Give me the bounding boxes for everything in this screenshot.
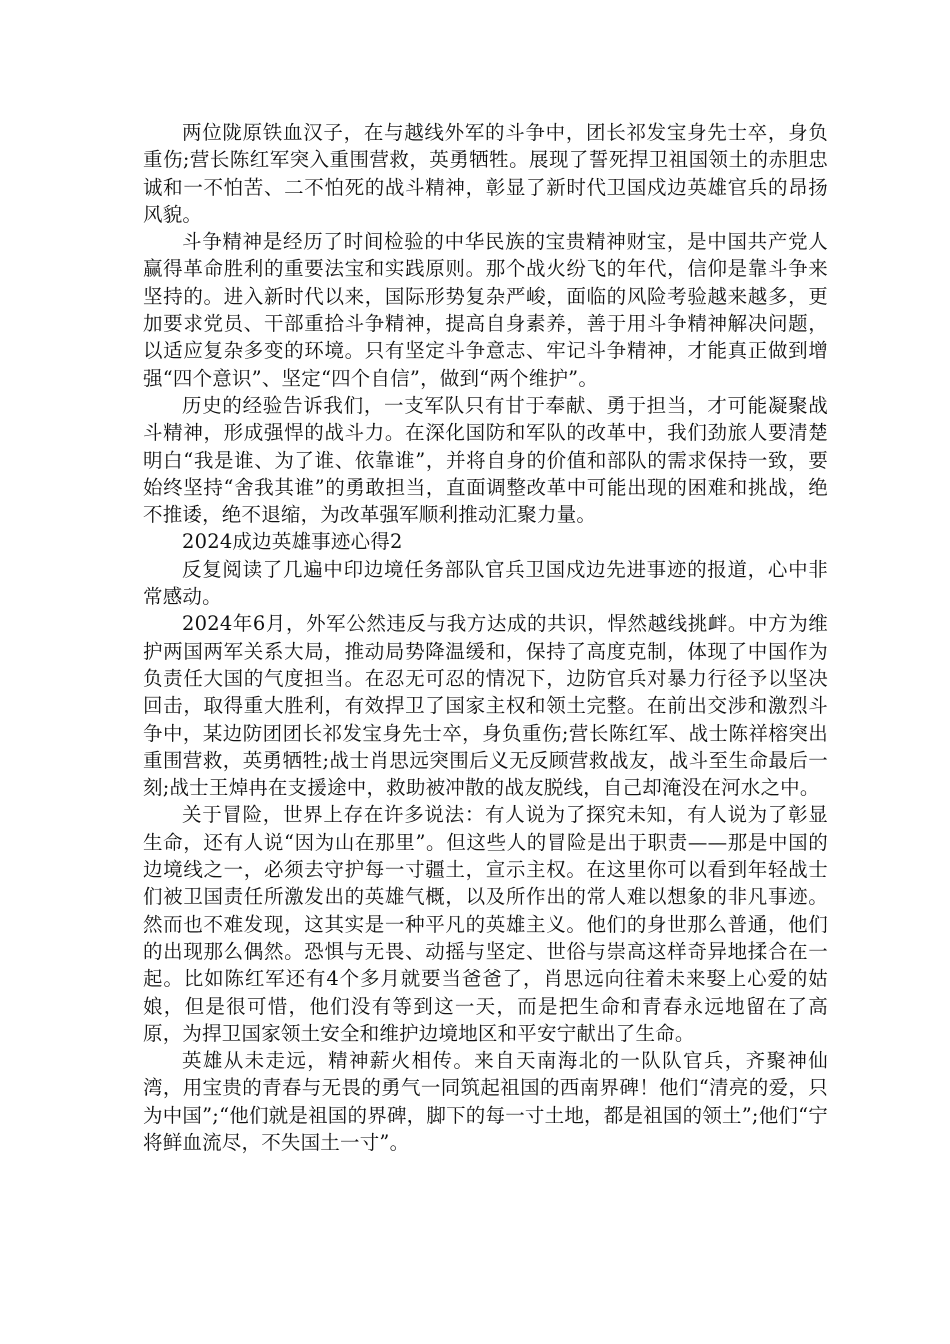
paragraph: 历史的经验告诉我们，一支军队只有甘于奉献、勇于担当，才可能凝聚战斗精神，形成强悍的战斗力。在深化国防和军队的改革中，我们劲旅人要清楚明白“我是谁、为了谁、依靠谁”，并将自身的价值和部队的需求保持一致，要始终坚持“舍我其谁”的勇敢担当，直面调整改革中可能出现的困难和挑战，绝不推诿，绝不退缩，为改革强军顺利推动汇聚力量。: [143, 393, 828, 527]
paragraph: 两位陇原铁血汉子，在与越线外军的斗争中，团长祁发宝身先士卒，身负重伤;营长陈红军突入重围营救，英勇牺牲。展现了誓死捍卫祖国领土的赤胆忠诚和一不怕苦、二不怕死的战斗精神，彰显了新时代卫国戍边英雄官兵的昂扬风貌。: [143, 121, 828, 226]
document-body: [143, 119, 828, 1156]
paragraph: 英雄从未走远，精神薪火相传。来自天南海北的一队队官兵，齐聚神仙湾，用宝贵的青春与无畏的勇气一同筑起祖国的西南界碑！他们“清亮的爱，只为中国”;“他们就是祖国的界碑，脚下的每一寸土地，都是祖国的领土”;他们“宁将鲜血流尽，不失国土一寸”。: [143, 1049, 828, 1154]
section-heading: 2024成边英雄事迹心得2: [182, 530, 403, 554]
paragraph: 斗争精神是经历了时间检验的中华民族的宝贵精神财宝，是中国共产党人赢得革命胜利的重要法宝和实践原则。那个战火纷飞的年代，信仰是靠斗争来坚持的。进入新时代以来，国际形势复杂严峻，面临的风险考验越来越多，更加要求党员、干部重拾斗争精神，提高自身素养，善于用斗争精神解决问题，以适应复杂多变的环境。只有坚定斗争意志、牢记斗争精神，才能真正做到增强“四个意识”、坚定“四个自信”，做到“两个维护”。: [143, 230, 828, 390]
paragraph: 反复阅读了几遍中印边境任务部队官兵卫国戍边先进事迹的报道，心中非常感动。: [143, 557, 828, 609]
paragraph: 关于冒险，世界上存在许多说法：有人说为了探究未知，有人说为了彰显生命，还有人说“因为山在那里”。但这些人的冒险是出于职责——那是中国的边境线之一，必须去守护每一寸疆土，宣示主权。在这里你可以看到年轻战士们被卫国责任所激发出的英雄气概，以及所作出的常人难以想象的非凡事迹。然而也不难发现，这其实是一种平凡的英雄主义。他们的身世那么普通，他们的出现那么偶然。恐惧与无畏、动摇与坚定、世俗与崇高这样奇异地揉合在一起。比如陈红军还有4个多月就要当爸爸了，肖思远向往着未来娶上心爱的姑娘，但是很可惜，他们没有等到这一天，而是把生命和青春永远地留在了高原，为捍卫国家领土安全和维护边境地区和平安宁献出了生命。: [143, 803, 828, 1045]
paragraph: 2024年6月，外军公然违反与我方达成的共识，悍然越线挑衅。中方为维护两国两军关系大局，推动局势降温缓和，保持了高度克制，体现了中国作为负责任大国的气度担当。在忍无可忍的情况下，边防官兵对暴力行径予以坚决回击，取得重大胜利，有效捍卫了国家主权和领土完整。在前出交涉和激烈斗争中，某边防团团长祁发宝身先士卒，身负重伤;营长陈红军、战士陈祥榕突出重围营救，英勇牺牲;战士肖思远突围后义无反顾营救战友，战斗至生命最后一刻;战士王焯冉在支援途中，救助被冲散的战友脱线，自己却淹没在河水之中。: [143, 612, 828, 800]
